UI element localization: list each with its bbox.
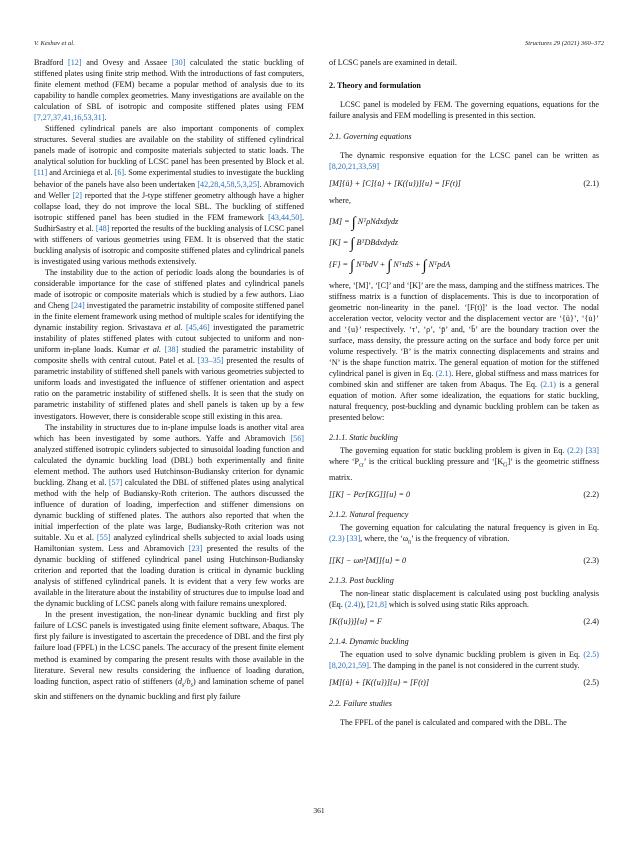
equation-stiffness-matrix — [329, 236, 599, 253]
equation-body: [K({u})]{u} = F — [329, 616, 382, 626]
equation-2-1 — [329, 178, 599, 189]
subsection-heading: 2.2. Failure studies — [329, 699, 392, 709]
citation-link[interactable]: [45,46] — [186, 323, 210, 333]
section-intro: LCSC panel is modeled by FEM. The governing equations, equations for the failure analysis and FEM modelling is presented in this section. — [329, 100, 599, 121]
paragraph: The FPFL of the panel is calculated and compared with the DBL. The — [340, 718, 567, 728]
equation-load-vector — [329, 257, 599, 274]
citation-link[interactable]: [11] — [34, 168, 48, 178]
paragraph: The governing equation for static buckling problem is given in Eq. (2.2) [33] where ‘$P_{cr}$’ is the critical buckling pressure and ‘$[K_G]$’ is the geometric stiffness matrix. — [329, 446, 599, 482]
citation-link[interactable]: [33] — [585, 446, 599, 456]
citation-link[interactable]: (2.1) — [540, 379, 556, 389]
equation-2-3 — [329, 555, 599, 566]
citation-link[interactable]: [57] — [108, 477, 123, 487]
paragraph: In the present investigation, the non-linear dynamic buckling and first ply failure of LCSC panels is investigated using finite element software, Abaqus. The first ply failure is investigated to ascertain the precedence of DBL and the first ply failure load (FPFL) in the LCSC panels. The accuracy of the present finite element method is examined by comparing the present results with those available in the literature. Several new results considering the influence of loading duration, loading function, aspect ratio of stiffeners $(d_s/b_s)$ and lamination scheme of panel skin and stiffeners on the dynamic buckling and first ply failure — [34, 610, 304, 702]
citation-link[interactable]: [55] — [96, 533, 111, 543]
paragraph: where, ‘[M]’, ‘[C]’ and ‘[K]’ are the mass, damping and the stiffness matrices. The stiffness matrix is a function of displacements. This is due to incorporation of geometric non-linearity in the panel. ‘[F(t)]’ is the load vector. The nodal acceleration vector, velocity vector and the displacement vector are ‘{ü}’, ‘{u̇}’ and ‘{u}’ respectively. ‘τ’, ‘ρ’, ‘p̄’ and, ‘b̄’ are the boundary traction over the surface, mass density, the pressure acting on the surface and body force per unit volume respectively. ‘B’ is the matrix connecting displacements and strains and ‘N’ is the shape function matrix. The general equation of motion for the stiffened cylindrical panel is given in Eq. (2.1). Here, global stiffness and mass matrices for combined skin and stiffener are taken from Abaqus. The Eq. (2.1) is a general equation of motion. After some idealization, the equations for static buckling, natural frequency, post-buckling and dynamic buckling problem can be taken as presented below: — [329, 280, 599, 423]
citation-link[interactable]: [43,44,50] — [268, 212, 302, 222]
integral-icon: ∫ — [422, 257, 427, 274]
citation-link[interactable]: [23] — [188, 544, 203, 554]
equation-2-2 — [329, 489, 599, 500]
equation-term: NᵀτdS + — [393, 259, 421, 269]
equation-number: (2.1) — [583, 179, 599, 189]
paragraph: Bradford [12] and Ovesy and Assaee [30] calculated the static buckling of stiffened plates using finite strip method. With the introductions of fast computers, finite element method (FEM) became a popular method of analysis due to its capability to handle complex geometries. Many investigations are available on the calculation of SBL of isotropic and composite stiffened plates using FEM [7,27,37,41,16,53,31]. — [34, 58, 304, 123]
citation-link[interactable]: [8,20,21,33,59] — [329, 162, 380, 172]
citation-link[interactable]: (2.3) — [329, 534, 345, 544]
equation-body: [[K] − ωn²[M]]{u} = 0 — [329, 555, 407, 565]
citation-link[interactable]: (2.2) — [567, 446, 583, 456]
citation-link[interactable]: [48] — [95, 223, 110, 233]
integral-icon: ∫ — [350, 257, 355, 274]
emphasis: d — [177, 676, 182, 686]
equation-number: (2.2) — [583, 489, 599, 499]
equation-number: (2.3) — [583, 555, 599, 565]
subsubsection-heading: 2.1.3. Post buckling — [329, 575, 394, 585]
running-header-journal: Structures 29 (2021) 360–372 — [524, 40, 604, 47]
equation-number: (2.4) — [583, 616, 599, 626]
integral-icon: ∫ — [387, 257, 392, 274]
emphasis: b — [186, 676, 191, 686]
equation-mass-matrix — [329, 215, 599, 232]
running-header-authors: V. Keshav et al. — [34, 40, 75, 47]
paragraph: The governing equation for calculating the natural frequency is given in Eq. (2.3) [33], where, the ‘$\omega_n$’ is the frequency of vibration. — [329, 523, 599, 546]
subsubsection-heading: 2.1.1. Static buckling — [329, 433, 398, 443]
citation-link[interactable]: [30] — [171, 58, 186, 67]
left-column — [34, 57, 304, 702]
subsection-heading: 2.1. Governing equations — [329, 132, 412, 142]
paragraph: The instability due to the action of periodic loads along the boundaries is of considerable importance for the case of stiffened plates and cylindrical panels made of isotropic or composite materials which is studied by a few authors. Liao and Cheng [24] investigated the parametric instability of composite stiffened panel in the finite element framework using method of multiple scales for identifying the dynamic instability region. Srivastava et al. [45,46] investigated the parametric instability of plates stiffened plates with cutout subjected to uniform and non-uniform in-plane loads. Kumar et al. [38] studied the parametric instability of composite shells with central cutout. Patel et al. [33–35] presented the results of parametric instability of stiffened shell panels with various geometries subjected to uniform loads and investigated the influence of stiffener orientation and aspect ratio on the parametric instability of stiffened shells. It is seen that the study on parametric instability of stiffened plates and shell panels is taken up by a few investigators. However, there is considerable scope still existing in this area. — [34, 267, 305, 421]
citation-link[interactable]: (2.1) — [435, 368, 452, 378]
subscript: G — [503, 462, 508, 469]
equation-body: [[K] − Pcr[KG]]{u} = 0 — [329, 489, 411, 499]
subscript: cr — [359, 462, 364, 469]
citation-link[interactable]: [7,27,37,41,16,53,31] — [34, 113, 105, 123]
paragraph: The non-linear static displacement is calculated using post buckling analysis (Eq. (2.4)), [21,8] which is solved using static Riks approach. — [329, 588, 599, 609]
citation-link[interactable]: [12] — [68, 58, 82, 67]
citation-link[interactable]: [6] — [114, 168, 125, 178]
paragraph: Stiffened cylindrical panels are also important components of complex structures. Several studies are available on the stability of stiffened cylindrical panels made of isotropic and composite materials subjected to static loads. The analytical solution for buckling of LCSC panel has been presented by Block et al. [11] and Arciniega et al. [6]. Some experimental studies to investigate the buckling behavior of the panels have also been undertaken [42,28,4,58,5,3,25]. Abramovich and Weller [2] reported that the J-type stiffener geometry although have a higher collapse load, they do not improve the local SBL. The buckling of stiffened isotropic stiffened panel has been studied in the FEM framework [43,44,50]. SudhirSastry et al. [48] reported the results of the buckling analysis of LCSC panel with stiffeners of various geometries using FEM. It is observed that the static buckling analysis of isotropic and composite stiffened plates and cylindrical panels is investigated using various methods extensively. — [34, 124, 305, 266]
citation-link[interactable]: [8,20,21,59] — [329, 661, 369, 671]
citation-link[interactable]: [24] — [71, 301, 85, 311]
equation-rhs: NᵀρNdxdydz — [357, 217, 399, 227]
subsubsection-heading: 2.1.4. Dynamic buckling — [329, 637, 409, 647]
paragraph: The dynamic responsive equation for the LCSC panel can be written as [8,20,21,33,59] — [329, 151, 599, 172]
citation-link[interactable]: [38] — [164, 345, 179, 355]
equation-number: (2.5) — [583, 678, 599, 688]
equation-body: [M]{ü} + [K({u})]{u} = [F(t)] — [329, 678, 429, 688]
subscript: n — [408, 539, 412, 546]
citation-link[interactable]: (2.4) — [344, 599, 361, 609]
paragraph: The equation used to solve dynamic buckling problem is given in Eq. (2.5) [8,20,21,59]. The damping in the panel is not considered in the current study. — [329, 650, 599, 671]
equation-term: NᵀbdV + — [356, 259, 386, 269]
equation-rhs: BᵀDBdxdydz — [356, 238, 398, 248]
subscript: s — [181, 682, 185, 689]
equation-lhs: {F} = — [329, 259, 348, 269]
equation-term: NᵀpdA — [428, 259, 451, 269]
citation-link[interactable]: [33] — [346, 534, 361, 544]
citation-link[interactable]: [42,28,4,58,5,3,25] — [197, 179, 260, 189]
page-number: 361 — [313, 806, 325, 815]
citation-link[interactable]: (2.5) — [583, 650, 599, 660]
right-column — [329, 57, 599, 728]
equation-2-5 — [329, 677, 599, 688]
equation-lhs: [M] = — [329, 217, 350, 227]
paragraph: The instability in structures due to in-plane impulse loads is another vital area which has been investigated by some authors. Yaffe and Abramovich [56] analyzed stiffened isotropic cylinders subjected to sinusoidal loading function and calculated the dynamic buckling load (DBL) both experimentally and finite element method. The authors used Hutchinson-Budiansky criterion for dynamic buckling. Zhang et al. [57] calculated the DBL of stiffened plates using analytical method with the help of Budiansky-Roth criterion. The authors discussed the influence of duration of loading, imperfection and stiffener dimensions on dynamic buckling of stiffened plates. The authors also reported that when the initial imperfection of the plate was large, Budiansky-Roth criterion was not suitable. Xu et al. [55] analyzed cylindrical shells subjected to axial loads using Hamiltonian system. Less and Abramovich [23] presented the results of the dynamic buckling of stiffened cylindrical panel using Hutchinson-Budiansky criterion and reported that the loading duration is critical in dynamic buckling analysis of stiffened cylindrical panels. It is evident that a very few works are available in the literature about the instability of structures due to impulse load and the dynamic buckling of LCSC panels along with failure remains unexplored. — [34, 422, 304, 609]
subsubsection-heading: 2.1.2. Natural frequency — [329, 510, 409, 520]
intro-text: of LCSC panels are examined in detail. — [329, 58, 457, 67]
citation-link[interactable]: [56] — [290, 433, 304, 443]
citation-link[interactable]: [2] — [72, 190, 82, 200]
equation-lhs: [K] = — [329, 238, 349, 248]
equation-2-4 — [329, 616, 599, 627]
citation-link[interactable]: [21,8] — [367, 599, 387, 609]
emphasis: et al. — [164, 323, 183, 333]
integral-icon: ∫ — [350, 236, 355, 253]
where-label: where, — [329, 196, 351, 206]
section-heading: 2. Theory and formulation — [329, 81, 421, 91]
emphasis: et al. — [143, 345, 162, 355]
equation-body: [M]{ü} + [C]{u̇} + [K({u})]{u} = [F(t)] — [329, 179, 461, 189]
integral-icon: ∫ — [351, 215, 356, 232]
subscript: s — [190, 682, 193, 689]
citation-link[interactable]: [33–35] — [197, 356, 224, 366]
